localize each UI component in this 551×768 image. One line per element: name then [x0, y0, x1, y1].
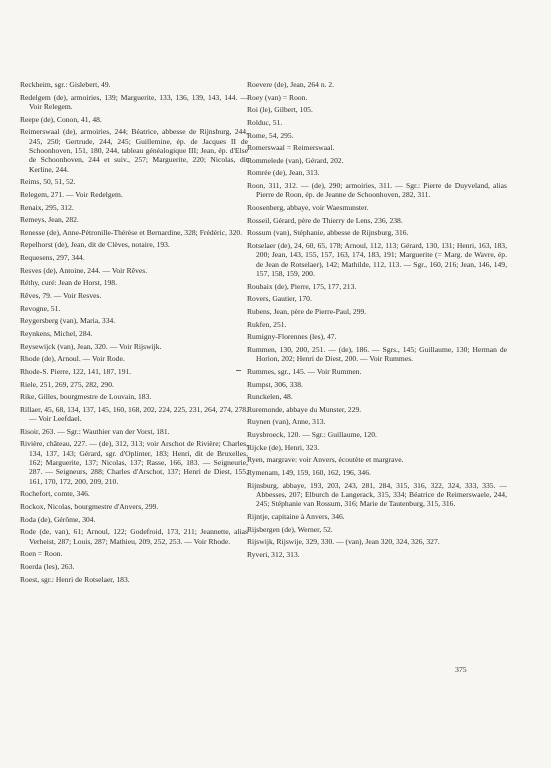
margin-mark: [236, 370, 241, 371]
index-entry: Redelgem (de), armoiries, 139; Marguerite, 133, 136, 139, 143, 144. — Voir Relegem.: [20, 92, 248, 111]
index-entry: Romerswaal = Reimerswaal.: [247, 143, 335, 153]
index-entry: Resves (de), Antoine, 244. — Voir Rêves.: [20, 265, 148, 275]
index-entry: Rummen, 130, 200, 251. — (de), 186. — Sgrs., 145; Guillaume, 130; Herman de Horion, 202; Henri de Diest, 200. — Voir Rummes.: [247, 344, 507, 364]
index-entry: Roey (van) = Roon.: [247, 92, 308, 102]
index-entry: Reimerswaal (de), armoiries, 244; Béatrice, abbesse de Rijnsburg, 244, 245, 250; Gertrude, 244, 245; Guillemine, ép. de Jacques II de Schoonhoven, 151, 180, 244, tableau généalogique III; Jean, ép. d'Else de Schoonhoven, 244 et suiv., 257; Marguerite, 220; Nicolas, dit Kerline, 244.: [20, 127, 248, 174]
index-entry: Riele, 251, 269, 275, 282, 290.: [20, 379, 114, 389]
index-entry: Roubaix (de), Pierre, 175, 177, 213.: [247, 281, 357, 291]
index-entry: Rijntje, capitaine à Anvers, 346.: [247, 511, 345, 521]
index-entry: Risoir, 263. — Sgr.: Wauthier van der Vorst, 181.: [20, 426, 170, 436]
index-entry: Reynkens, Michel, 284.: [20, 328, 93, 338]
index-entry: Rotselaer (de), 24, 60, 65, 178; Arnoul, 112, 113; Gérard, 130, 131; Henri, 163, 183, 200; Jean, 143, 155, 157, 163, 174, 183, 191; Marguerite (= Marg. de Wavre, ép. de Jean de Rotselaer), 142; Mathilde, 112, 113. — Sgr., 160, 216; Jean, 146, 149, 157, 158, 159, 200.: [247, 241, 507, 279]
index-entry: Reepe (de), Conon, 41, 48.: [20, 114, 102, 124]
index-column-right: [247, 80, 507, 563]
index-entry: Roen = Roon.: [20, 549, 63, 559]
index-column-left: [20, 80, 248, 587]
index-entry: Rike, Gilles, bourgmestre de Louvain, 183.: [20, 392, 152, 402]
index-entry: Roerda (les), 263.: [20, 562, 75, 571]
index-entry: Rossum (van), Stéphanie, abbesse de Rijnsburg, 316.: [247, 228, 409, 238]
index-entry: Rovers, Gautier, 170.: [247, 294, 312, 304]
index-entry: Rosseil, Gérard, père de Thierry de Lens, 236, 238.: [247, 215, 403, 225]
index-entry: Roi (le), Gilbert, 105.: [247, 105, 313, 115]
index-entry: Reygersberg (van), Maria, 334.: [20, 316, 116, 326]
index-entry: Ruremonde, abbaye du Munster, 229.: [247, 404, 362, 414]
index-entry: Rommelede (van), Gérard, 202.: [247, 155, 344, 165]
index-entry: Ruysbroeck, 120. — Sgr.: Guillaume, 120.: [247, 430, 377, 440]
index-entry: Repelhorst (de), Jean, dit de Clèves, notaire, 193.: [20, 240, 170, 250]
index-entry: Roon, 311, 312. — (de), 290; armoiries, 311. — Sgr.: Pierre de Duyveland, alias Pierre de Roon, ép. de Jeanne de Schoonhoven, 282, 311.: [247, 181, 507, 200]
index-entry: Renesse (de), Anne-Pétronille-Thérèse et Bernardine, 328; Frédéric, 320.: [20, 227, 243, 237]
index-entry: Rivière, château, 227. — (de), 312, 313; voir Arschot de Rivière; Charles, 134, 137, 143; Gérard, sgr. d'Oplinter, 183; Henri, dit de Bruxelles, 162; Marguerite, 137; Nicolas, 137; Rasse, 166, 183. — Seigneurie, 287. — Seigneurs, 288; Charles d'Arschot, 137; Henri de Diest, 155, 161, 170, 172, 200, 209, 210.: [20, 439, 248, 486]
index-entry: Rode (de, van), 61; Arnoul, 122; Godefroid, 173, 211; Jeannette, alias Verheist, 287; Louis, 287; Mathieu, 209, 252, 253. — Voir Rhode.: [20, 527, 248, 546]
index-entry: Rome, 54, 295.: [247, 130, 294, 140]
index-entry: Rillaer, 45, 68, 134, 137, 145, 160, 168, 202, 224, 225, 231, 264, 274, 278. — Voir Leefdael.: [20, 404, 248, 424]
index-entry: Reysewijck (van), Jean, 320. — Voir Rijswijk.: [20, 341, 162, 351]
index-entry: Réthy, curé: Jean de Horst, 198.: [20, 278, 117, 288]
index-entry: Requesens, 297, 344.: [20, 253, 85, 263]
index-entry: Ryen, margrave: voir Anvers, écoutète et margrave.: [247, 455, 404, 465]
index-entry: Rijswijk, Rijswije, 329, 330. — (van), Jean 320, 324, 326, 327.: [247, 537, 440, 547]
index-entry: Rockox, Nicolas, bourgmestre d'Anvers, 299.: [20, 502, 159, 512]
index-entry: Rumpst, 306, 338.: [247, 379, 303, 389]
index-entry: Rhode (de), Arnoul. — Voir Rode.: [20, 354, 125, 364]
index-entry: Rolduc, 51.: [247, 117, 283, 127]
index-entry: Rumigny-Florennes (les), 47.: [247, 332, 337, 342]
index-entry: Romrée (de), Jean, 313.: [247, 168, 320, 178]
index-entry: Revogne, 51.: [20, 303, 61, 313]
index-entry: Reims, 50, 51, 52.: [20, 177, 76, 187]
index-entry: Rubens, Jean, père de Pierre-Paul, 299.: [247, 306, 367, 316]
index-entry: Renaix, 295, 312.: [20, 202, 74, 212]
index-entry: Roda (de), Gérôme, 304.: [20, 514, 96, 524]
index-entry: Reckheim, sgr.: Gislebert, 49.: [20, 80, 111, 89]
index-entry: Runckelen, 48.: [247, 392, 293, 402]
page-number: 375: [455, 665, 467, 674]
index-entry: Roosenberg, abbaye, voir Waesmunster.: [247, 203, 369, 213]
index-entry: Rochefort, comte, 346.: [20, 489, 90, 499]
index-entry: Ruynen (van), Anne, 313.: [247, 417, 326, 427]
index-entry: Rymenam, 149, 159, 160, 162, 196, 346.: [247, 468, 371, 478]
index-entry: Rêves, 79. — Voir Resves.: [20, 291, 102, 301]
index-entry: Rhode-S. Pierre, 122, 141, 187, 191.: [20, 366, 132, 376]
index-entry: Relegem, 271. — Voir Redelgem.: [20, 189, 123, 199]
index-entry: Rijcke (de), Henri, 323.: [247, 442, 320, 452]
index-entry: Remeys, Jean, 282.: [20, 215, 79, 225]
index-entry: Ryveri, 312, 313.: [247, 549, 300, 559]
index-entry: Rummes, sgr., 145. — Voir Rummen.: [247, 366, 362, 376]
index-entry: Rukfen, 251.: [247, 319, 287, 329]
index-entry: Rijnsburg, abbaye, 193, 203, 243, 281, 284, 315, 316, 322, 324, 333, 335. — Abbesses, 207; Elburch de Langerack, 315, 334; Béatrice de Reimerswaele, 244, 245; Stéphanie van Rossum, 316; Marie de Tautenburg, 315, 316.: [247, 480, 507, 509]
index-entry: Rijsbergen (de), Werner, 52.: [247, 524, 333, 534]
index-entry: Roest, sgr.: Henri de Rotselaer, 183.: [20, 574, 130, 584]
index-entry: Roevere (de), Jean, 264 n. 2.: [247, 80, 335, 89]
